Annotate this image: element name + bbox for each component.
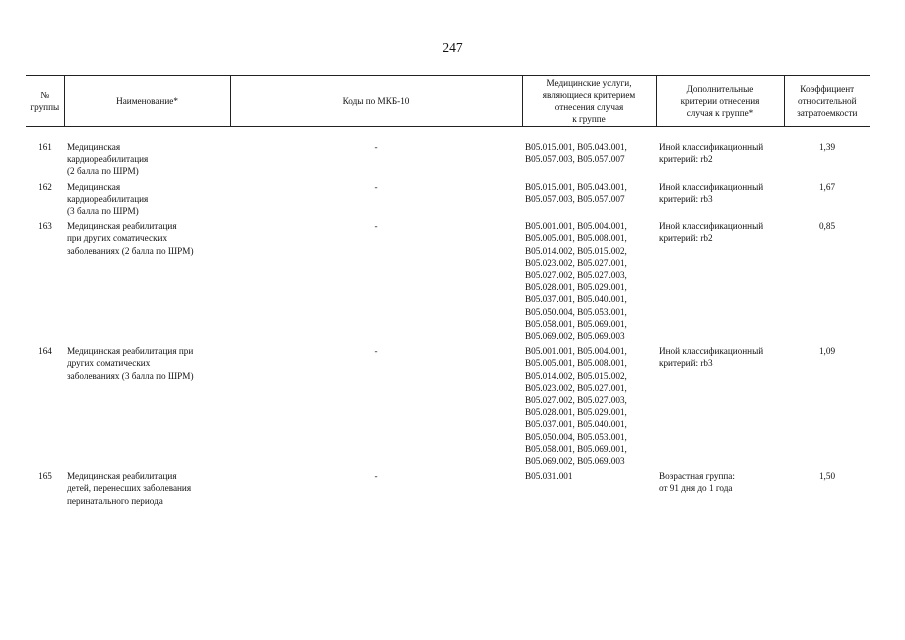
cost-coefficient: 1,09 <box>818 346 836 357</box>
table-row <box>26 127 870 178</box>
medical-services: B05.015.001, B05.043.001, B05.057.003, B05.057.007 <box>525 142 627 165</box>
mkb-codes: - <box>374 346 378 357</box>
page-number: 247 <box>442 40 463 55</box>
cost-coefficient: 1,50 <box>818 471 836 482</box>
group-number: 165 <box>38 471 52 482</box>
mkb-codes: - <box>374 471 378 482</box>
tariff-table <box>26 75 870 507</box>
header-group-number: № группы <box>26 76 64 127</box>
table-row <box>26 217 870 342</box>
cost-coefficient: 1,67 <box>818 181 836 192</box>
mkb-codes: - <box>374 221 378 232</box>
table-row <box>26 467 870 507</box>
table-header-row <box>26 76 870 127</box>
group-name: Медицинская реабилитация при других соматических заболеваниях (2 балла по ШРМ) <box>67 221 194 256</box>
header-medical-services: Медицинские услуги, являющиеся критерием отнесения случая к группе <box>522 76 656 127</box>
header-additional-criteria: Дополнительные критерии отнесения случая к группе* <box>656 76 784 127</box>
cost-coefficient: 0,85 <box>818 221 836 232</box>
medical-services: B05.001.001, B05.004.001, B05.005.001, B05.008.001, B05.014.002, B05.015.002, B05.023.002, B05.027.001, B05.027.002, B05.027.003, B05.028.001, B05.029.001, B05.037.001, B05.040.001, B05.050.004, B05.053.001, B05.058.001, B05.069.001, B05.069.002, B05.069.003 <box>525 221 627 342</box>
group-name: Медицинская реабилитация при других соматических заболеваниях (3 балла по ШРМ) <box>67 346 194 381</box>
table-body <box>26 127 870 507</box>
mkb-codes: - <box>374 181 378 192</box>
group-name: Медицинская кардиореабилитация (2 балла по ШРМ) <box>67 142 149 177</box>
group-number: 162 <box>38 181 52 192</box>
additional-criteria: Иной классификационный критерий: rb3 <box>659 346 764 369</box>
group-name: Медицинская кардиореабилитация (3 балла по ШРМ) <box>67 181 149 217</box>
medical-services: B05.001.001, B05.004.001, B05.005.001, B05.008.001, B05.014.002, B05.015.002, B05.023.002, B05.027.001, B05.027.002, B05.027.003, B05.028.001, B05.029.001, B05.037.001, B05.040.001, B05.050.004, B05.053.001, B05.058.001, B05.069.001, B05.069.002, B05.069.003 <box>525 346 627 467</box>
additional-criteria: Иной классификационный критерий: rb3 <box>659 181 764 204</box>
group-number: 164 <box>38 346 52 357</box>
medical-services: B05.015.001, B05.043.001, B05.057.003, B05.057.007 <box>525 181 627 204</box>
group-number: 163 <box>38 221 52 232</box>
header-name: Наименование* <box>64 76 230 127</box>
group-name: Медицинская реабилитация детей, перенесших заболевания перинатального периода <box>67 471 192 506</box>
additional-criteria: Возрастная группа: от 91 дня до 1 года <box>659 471 735 494</box>
medical-services: B05.031.001 <box>525 471 573 482</box>
table-row <box>26 178 870 218</box>
additional-criteria: Иной классификационный критерий: rb2 <box>659 221 764 244</box>
header-mkb-codes: Коды по МКБ-10 <box>230 76 522 127</box>
mkb-codes: - <box>374 142 378 152</box>
header-cost-coefficient: Коэффициент относительной затратоемкости <box>784 76 870 127</box>
group-number: 161 <box>38 142 52 152</box>
cost-coefficient: 1,39 <box>818 142 836 152</box>
table-row <box>26 342 870 467</box>
additional-criteria: Иной классификационный критерий: rb2 <box>659 142 764 165</box>
